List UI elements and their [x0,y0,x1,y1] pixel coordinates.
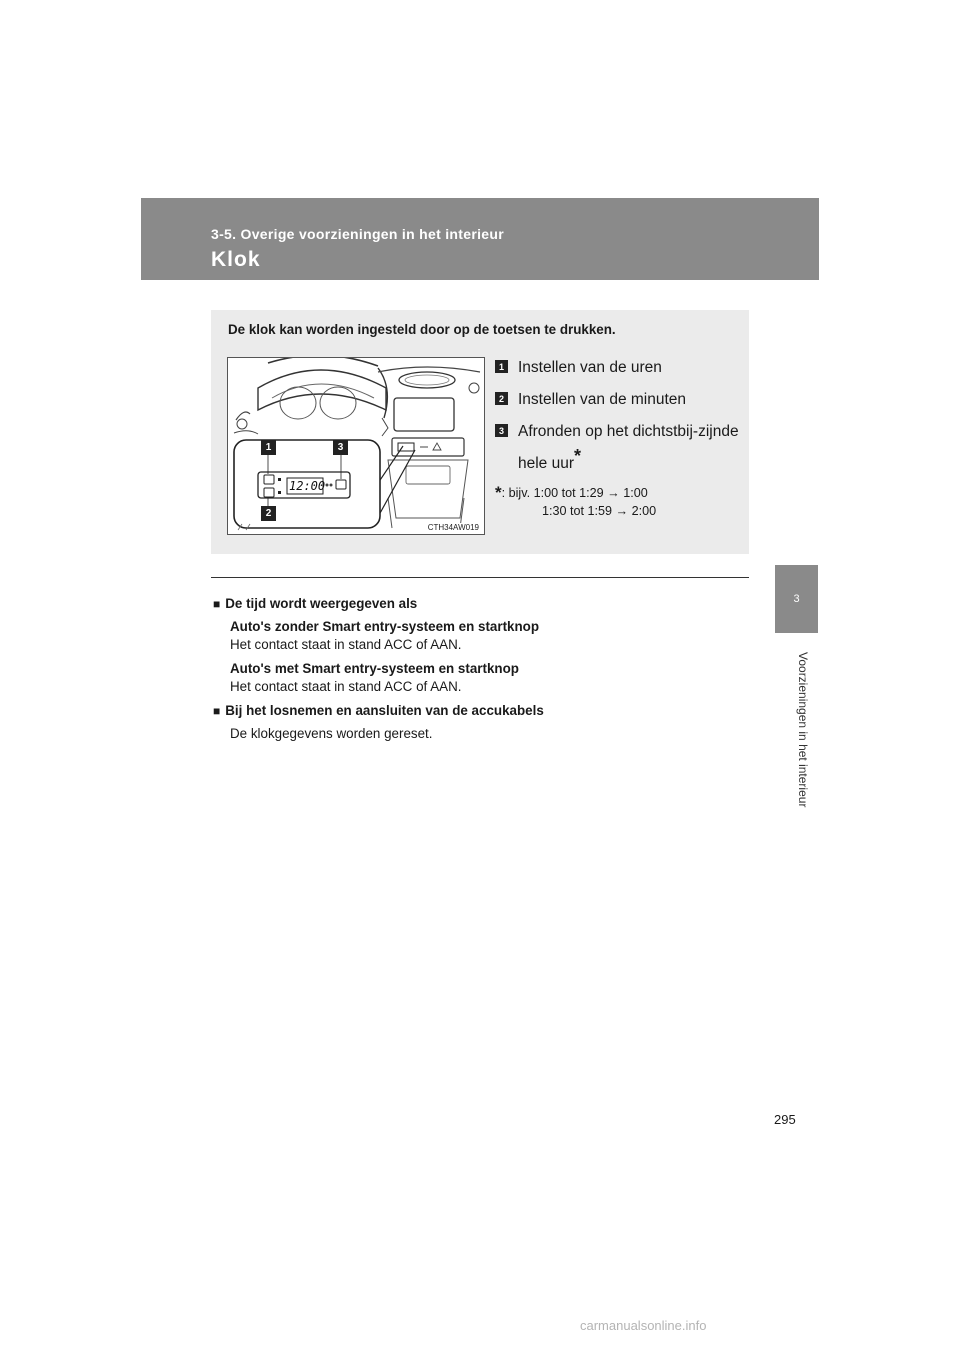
note-subheading: Auto's met Smart entry-systeem en startknop [230,661,519,676]
callout-text-content: Afronden op het dichtstbij-zijnde hele uur [518,423,739,473]
page-number: 295 [774,1112,796,1127]
bullet-icon: ■ [213,597,221,611]
chapter-tab[interactable] [775,565,818,633]
callout-text: Instellen van de minuten [518,391,687,408]
header-band [141,198,819,280]
section-divider [211,577,749,578]
note-heading [213,703,743,718]
figure-id: CTH34AW019 [427,523,479,532]
note-heading-text: Bij het losnemen en aansluiten van de accukabels [225,703,544,718]
marker-1: 1 [265,442,272,453]
callout-text: Instellen van de uren [518,359,662,376]
dashboard-illustration [227,357,485,535]
callout-text [518,420,740,476]
intro-box [211,310,749,554]
note-subtext: Het contact staat in stand ACC of AAN. [230,637,462,652]
footnote-line-1 [495,484,740,502]
marker-3: 3 [337,442,344,453]
callout-number: 1 [495,360,508,373]
note-heading-text: De tijd wordt weergegeven als [225,596,418,611]
callout-number: 2 [495,392,508,405]
marker-2: 2 [265,508,272,519]
note-subtext: De klokgegevens worden gereset. [230,726,433,741]
watermark[interactable]: carmanualsonline.info [580,1318,707,1333]
section-label: 3-5. Overige voorzieningen in het interieur [211,226,504,242]
bullet-icon: ■ [213,704,221,718]
callout-item [495,356,740,380]
footnote-marker: * [574,446,582,466]
note-body [213,619,743,694]
note-subheading: Auto's zonder Smart entry-systeem en startknop [230,619,540,634]
callout-number: 3 [495,424,508,437]
footnote-text-1: : bijv. 1:00 tot 1:29 → 1:00 [501,486,648,501]
chapter-number: 3 [793,593,800,605]
notes-section [213,596,743,750]
intro-text: De klok kan worden ingesteld door op de toetsen te drukken. [228,322,616,337]
footnote [495,484,740,520]
note-heading [213,596,743,611]
note-subtext: Het contact staat in stand ACC of AAN. [230,679,462,694]
callout-list [495,356,740,520]
callout-item [495,420,740,476]
footnote-line-2: 1:30 tot 1:59 → 2:00 [542,504,657,519]
footnote-star: * [495,483,502,503]
callout-item [495,388,740,412]
clock-digits: 12:00 [289,479,326,493]
page-title: Klok [211,248,261,271]
note-body [213,726,743,741]
chapter-label: Voorzieningen in het interieur [796,652,810,808]
